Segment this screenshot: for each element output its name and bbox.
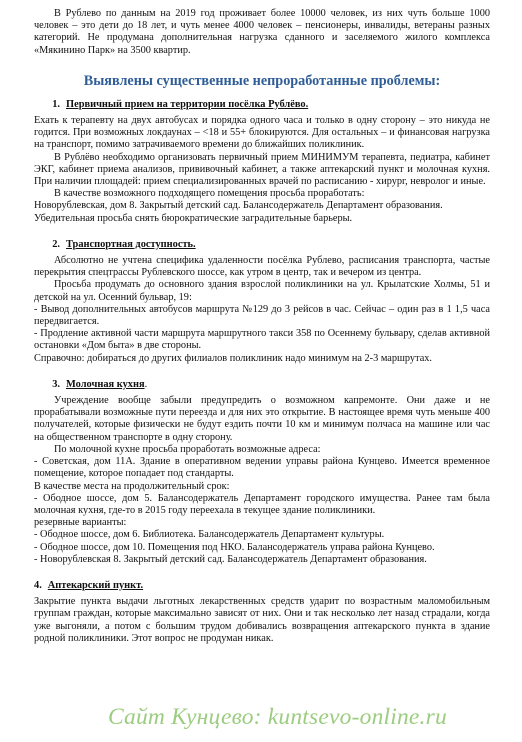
section-4-title-text: Аптекарский пункт. bbox=[47, 579, 144, 591]
section-3-paragraph-7: - Ободное шоссе, дом 6. Библиотека. Балансодержатель Департамент культуры. bbox=[34, 529, 385, 541]
section-3-paragraph-6: резервные варианты: bbox=[34, 517, 127, 529]
section-2-paragraph-2: Просьба продумать до основного здания взрослой поликлиники на ул. Крылатские Холмы, 51 и детской на ул. Осенний бульвар, 19: bbox=[34, 279, 490, 303]
section-3-paragraph-5: - Ободное шоссе, дом 5. Балансодержатель Департамент городского имущества. Ранее там была молочная кухня, где-то в 2015 году переехала в текущее здание поликлиники. bbox=[34, 492, 490, 516]
section-1-paragraph-2: В Рублёво необходимо организовать первичный прием МИНИМУМ терапевта, педиатра, кабинет ЭКГ, кабинет приема анализов, прививочный кабинет, а также аптекарский пункт и молочная кухня. При наличии площадей: прием специализированных врачей по расписанию - хирург, невролог и иные. bbox=[34, 151, 490, 188]
section-4-title bbox=[34, 580, 490, 592]
section-3-paragraph-8: - Ободное шоссе, дом 10. Помещения под НКО. Балансодержатель управа района Кунцево. bbox=[34, 541, 435, 553]
section-2-paragraph-1: Абсолютно не учтена специфика удаленности посёлка Рублево, расписания транспорта, частые перекрытия спецтрассы Рублевского шоссе, как утром в центр, так и вечером из центра. bbox=[34, 255, 490, 279]
section-3-title bbox=[34, 379, 490, 391]
section-1-paragraph-1: Ехать к терапевту на двух автобусах и порядка одного часа и только в одну сторону – это никуда не годится. При возможных локдаунах – <18 и 55+ блокируются. Для остальных – и финансовая нагрузка на транспорт, помимо затрачиваемого времени до ближайших поликлиник. bbox=[34, 115, 490, 151]
section-3-paragraph-4: В качестве места на продолжительный срок: bbox=[34, 480, 230, 492]
section-2-number: 2. bbox=[52, 238, 60, 250]
document-page bbox=[34, 8, 490, 645]
section-4-paragraph-1: Закрытие пункта выдачи льготных лекарственных средств ударит по возрастным маломобильным группам граждан, которые максимально зависят от них. Они и так несколько лет назад страдали, когда уже выгоняли, а потом с большим трудом добивались возвращения аптекарского пункта в здание родной поликлиники. Этот вопрос не продуман никак. bbox=[34, 596, 490, 644]
intro-paragraph: В Рублево по данным на 2019 год проживает более 10000 человек, из них чуть больше 1000 человек – это дети до 18 лет, и чуть менее 4000 человек – пенсионеры, инвалиды, ветераны разных категорий. Не продумана дополнительная нагрузка сданного и заселяемого жилого комплекса «Мякинино Парк» на 3500 квартир. bbox=[34, 8, 490, 56]
section-4-number: 4. bbox=[34, 579, 42, 591]
section-3-paragraph-1: Учреждение вообще забыли предупредить о возможном капремонте. Они даже и не прорабатывали возможные пути переезда и для них это открытие. В настоящее время чуть меньше 400 получателей, которые физически не будут ездить почти 10 км и минимум полчаса на машине или час на общественном транспорте в одну сторону. bbox=[34, 395, 490, 443]
main-heading: Выявлены существенные непроработанные проблемы: bbox=[83, 72, 441, 89]
section-1-title bbox=[34, 99, 490, 111]
section-3-number: 3. bbox=[52, 378, 60, 390]
section-2-paragraph-5: Справочно: добираться до других филиалов поликлиник надо минимум на 2-3 маршрутах. bbox=[34, 352, 432, 364]
section-1-title-text: Первичный прием на территории посёлка Рублёво. bbox=[66, 98, 309, 110]
section-2-title bbox=[34, 239, 490, 251]
section-1-paragraph-4: Новорублевская, дом 8. Закрытый детский сад. Балансодержатель Департамент образования. bbox=[34, 200, 443, 212]
section-1-paragraph-3: В качестве возможного подходящего помещения просьба проработать: bbox=[54, 188, 365, 200]
section-3-paragraph-3: - Советская, дом 11А. Здание в оперативном ведении управы района Кунцево. Имеется временное помещение, которое попадает под стандарты. bbox=[34, 456, 490, 480]
section-2-title-text: Транспортная доступность. bbox=[66, 238, 196, 250]
section-3-title-tail: . bbox=[144, 378, 148, 390]
section-1-number: 1. bbox=[52, 98, 60, 110]
section-2-paragraph-4: - Продление активной части маршрута маршрутного такси 358 по Осеннему бульвару, сделав активной остановки «Дом быта» в две стороны. bbox=[34, 328, 490, 352]
section-1-paragraph-5: Убедительная просьба снять бюрократические заградительные барьеры. bbox=[34, 212, 353, 224]
site-watermark: Сайт Кунцево: kuntsevo-online.ru bbox=[108, 704, 447, 730]
section-3-title-text: Молочная кухня bbox=[66, 378, 145, 390]
section-3-paragraph-9: - Новорублевская 8. Закрытый детский сад. Балансодержатель Департамент образования. bbox=[34, 553, 427, 565]
section-3-paragraph-2: По молочной кухне просьба проработать возможные адреса: bbox=[54, 443, 321, 455]
section-2-paragraph-3: - Вывод дополнительных автобусов маршрута №129 до 3 рейсов в час. Сейчас – один раз в 1 1,5 часа передвигается. bbox=[34, 303, 490, 328]
